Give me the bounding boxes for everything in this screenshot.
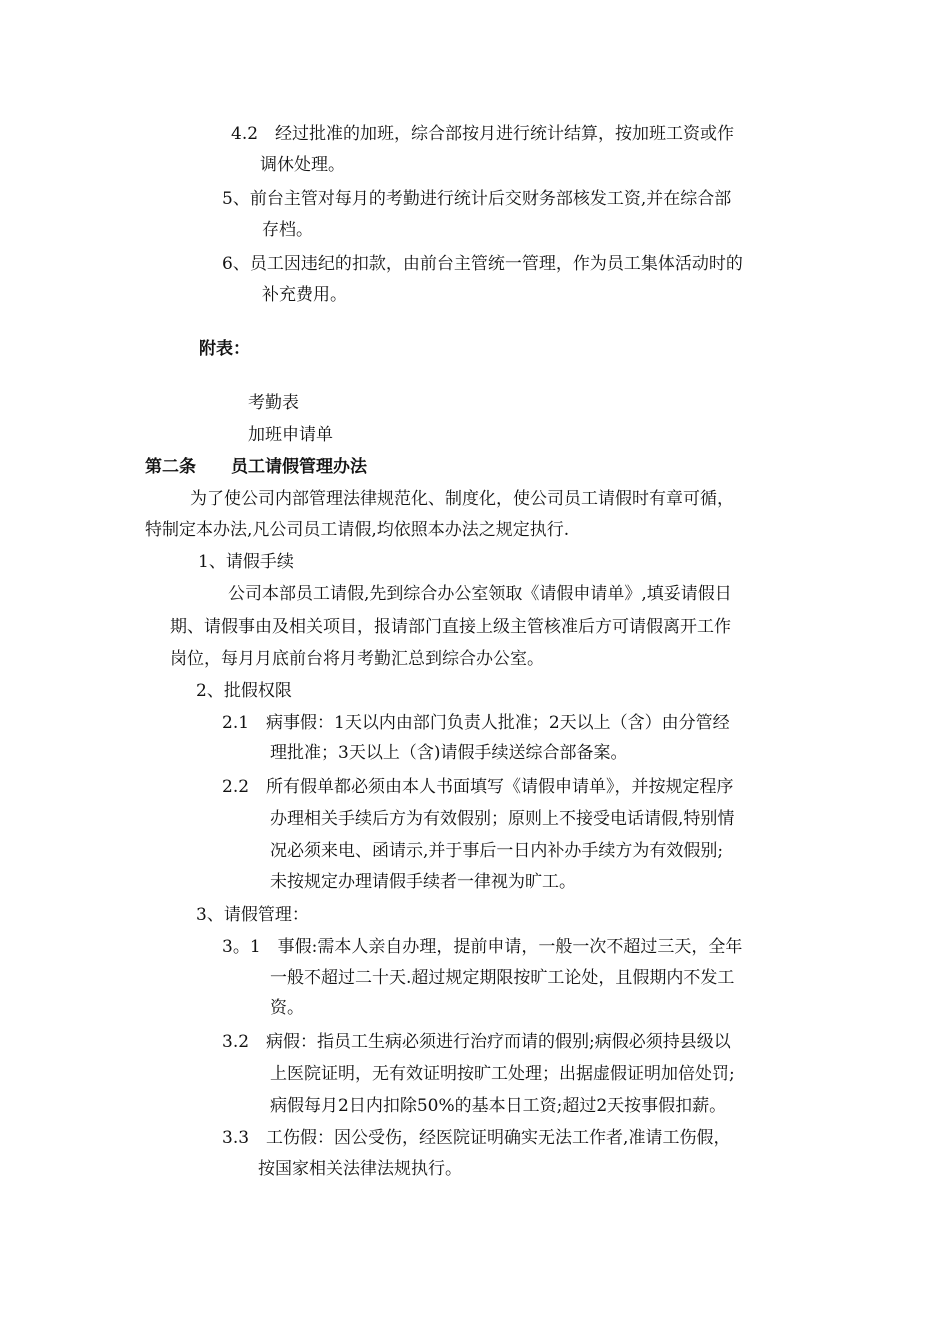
- intro-paragraph-line-1: 为了使公司内部管理法律规范化、制度化，使公司员工请假时有章可循，: [190, 489, 734, 509]
- clause-2-2-line-3: 况必须来电、函请示,并于事后一日内补办手续方为有效假别;: [270, 841, 724, 861]
- clause-3-2-line-2: 上医院证明，无有效证明按旷工处理；出据虚假证明加倍处罚;: [270, 1064, 735, 1084]
- clause-2-2-line-4: 未按规定办理请假手续者一律视为旷工。: [270, 872, 576, 892]
- clause-3-3-line-1: 3.3 工伤假：因公受伤，经医院证明确实无法工作者,准请工伤假，: [222, 1128, 731, 1148]
- clause-6-line-1: 6、员工因违纪的扣款，由前台主管统一管理，作为员工集体活动时的: [222, 254, 743, 274]
- article-title: 员工请假管理办法: [231, 457, 367, 477]
- clause-2-1-line-2: 理批准；3天以上（含)请假手续送综合部备案。: [270, 743, 628, 763]
- section-3-heading: 3、请假管理：: [196, 905, 309, 925]
- article-2-heading: [145, 456, 367, 478]
- appendix-item-overtime-form: 加班申请单: [248, 425, 333, 445]
- appendix-item-attendance-sheet: 考勤表: [248, 393, 299, 413]
- clause-4-2-line-1: 4.2 经过批准的加班，综合部按月进行统计结算，按加班工资或作: [231, 124, 735, 144]
- clause-2-1-line-1: 2.1 病事假：1天以内由部门负责人批准；2天以上（含）由分管经: [222, 713, 730, 733]
- clause-5-line-1: 5、前台主管对每月的考勤进行统计后交财务部核发工资,并在综合部: [222, 189, 732, 209]
- clause-5-line-2: 存档。: [262, 220, 313, 240]
- clause-3-1-line-3: 资。: [270, 998, 304, 1018]
- appendix-heading: 附表：: [199, 339, 250, 359]
- clause-2-2-line-2: 办理相关手续后方为有效假别；原则上不接受电话请假,特别情: [270, 809, 735, 829]
- section-1-paragraph-line-1: 公司本部员工请假,先到综合办公室领取《请假申请单》,填妥请假日: [228, 584, 732, 604]
- section-1-paragraph-line-3: 岗位，每月月底前台将月考勤汇总到综合办公室。: [170, 649, 544, 669]
- clause-3-2-line-1: 3.2 病假：指员工生病必须进行治疗而请的假别;病假必须持县级以: [222, 1032, 731, 1052]
- clause-3-1-line-1: 3。1 事假:需本人亲自办理，提前申请，一般一次不超过三天，全年: [222, 937, 743, 957]
- intro-paragraph-line-2: 特制定本办法,凡公司员工请假,均依照本办法之规定执行.: [145, 520, 570, 540]
- clause-3-2-line-3: 病假每月2日内扣除50%的基本日工资;超过2天按事假扣薪。: [270, 1096, 727, 1116]
- clause-3-3-line-2: 按国家相关法律法规执行。: [258, 1159, 462, 1179]
- clause-3-1-line-2: 一般不超过二十天.超过规定期限按旷工论处，且假期内不发工: [270, 968, 735, 988]
- clause-4-2-line-2: 调休处理。: [260, 155, 345, 175]
- section-2-heading: 2、批假权限: [196, 681, 292, 701]
- article-number: 第二条: [145, 457, 196, 477]
- section-1-heading: 1、请假手续: [198, 552, 294, 572]
- section-1-paragraph-line-2: 期、请假事由及相关项目，报请部门直接上级主管核准后方可请假离开工作: [170, 617, 731, 637]
- clause-2-2-line-1: 2.2 所有假单都必须由本人书面填写《请假申请单》，并按规定程序: [222, 777, 734, 797]
- clause-6-line-2: 补充费用。: [262, 285, 347, 305]
